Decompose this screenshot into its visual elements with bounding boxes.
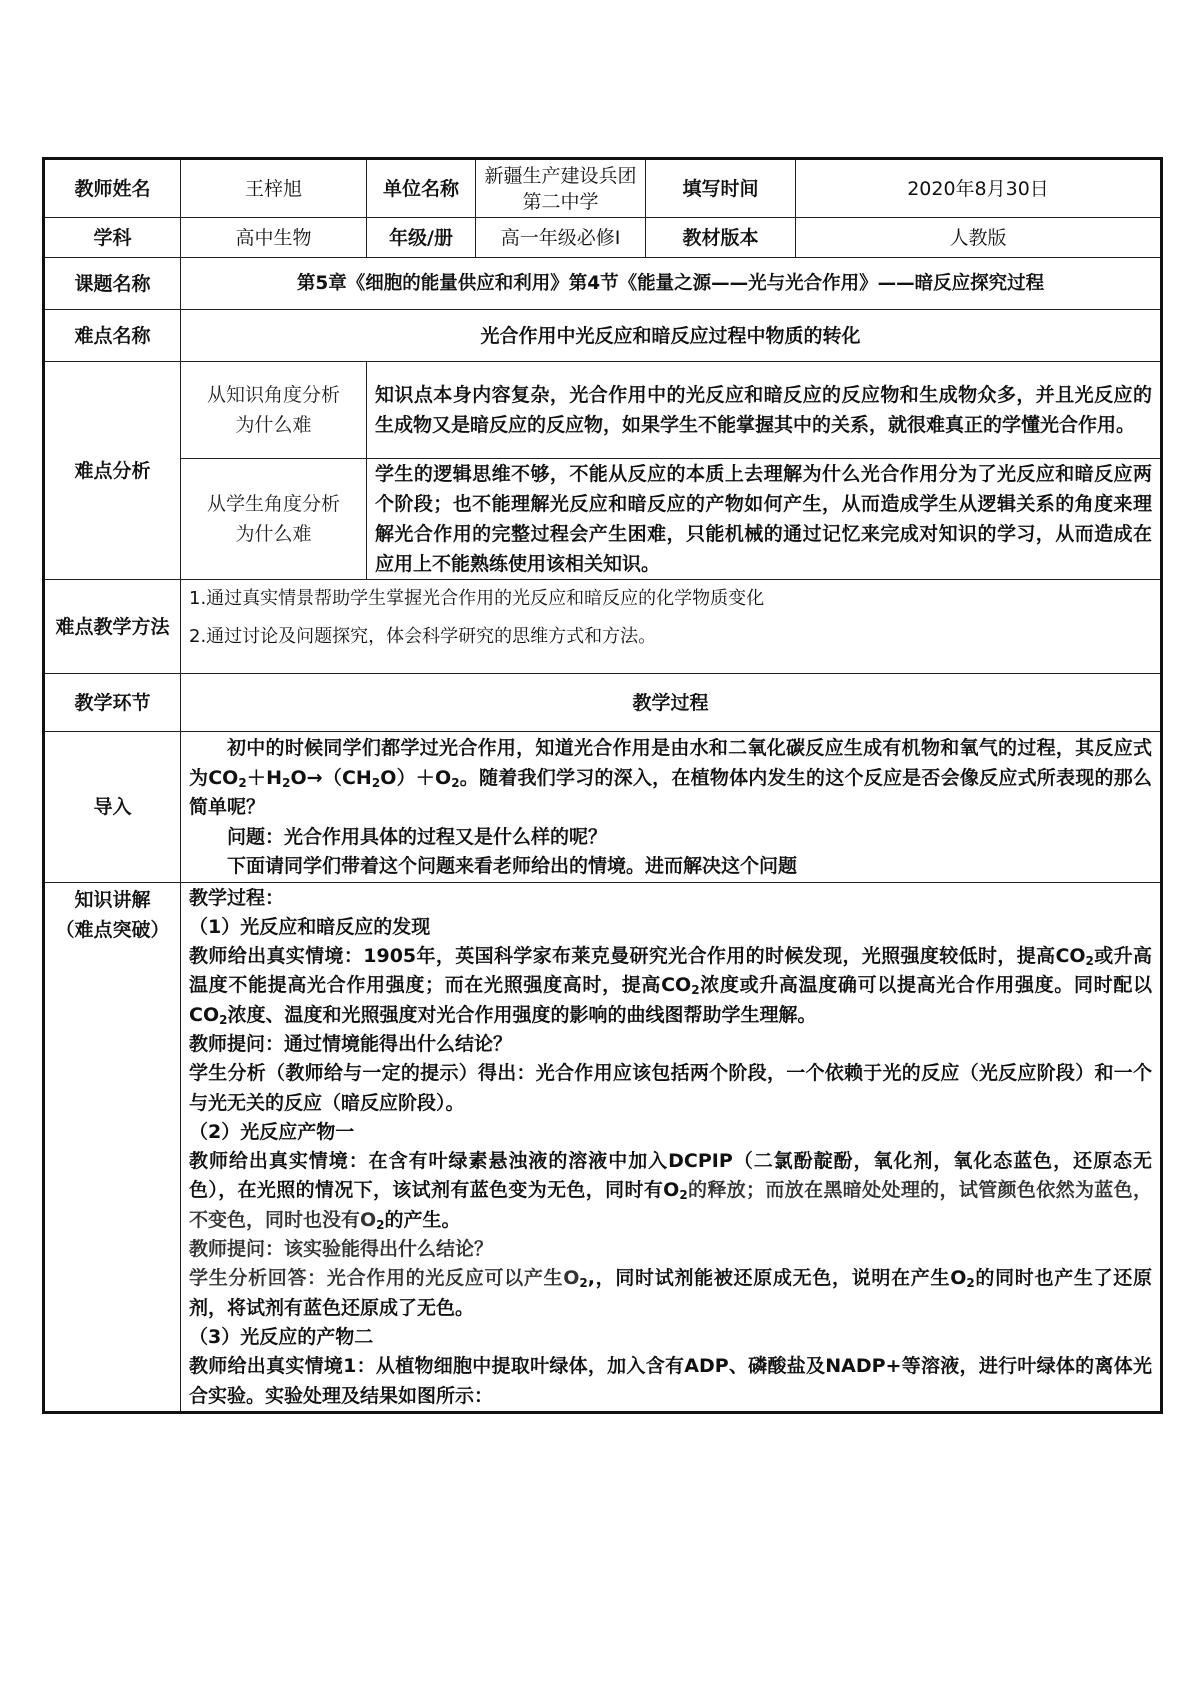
difficulty-row [44,310,1162,362]
process-header-row [44,674,1162,732]
intro-content [181,732,1162,883]
unit-name-line2: 第二中学 [522,190,599,213]
unit-name-line1: 新疆生产建设兵团 [484,164,637,187]
grade-label: 年级/册 [367,218,476,258]
stage-label: 教学环节 [44,674,181,732]
methods-row [44,580,1162,674]
edition-label: 教材版本 [646,218,796,258]
subject-value: 高中生物 [181,218,367,258]
student-angle-text: 学生的逻辑思维不够，不能从反应的本质上去理解为什么光合作用分为了光反应和暗反应两个阶段；也不能理解光反应和暗反应的产物如何产生，从而造成学生从逻辑关系的角度来理解光合作用的完整过程会产生困难，只能机械的通过记忆来完成对知识的学习，从而造成在应用上不能熟练使用该相关知识。 [367,459,1162,580]
analysis-label: 难点分析 [44,362,181,580]
intro-paragraph-1: 初中的时候同学们都学过光合作用，知道光合作用是由水和二氧化碳反应生成有机物和氧气的过程，其反应式为$CO_2+H_2O\to(CH_2O)+O_2$。随着我们学习的深入，在植物体内发生的这个反应是否会像反应式所表现的那么简单呢？ [189,737,1152,818]
methods-label: 难点教学方法 [44,580,181,674]
difficulty-value: 光合作用中光反应和暗反应过程中物质的转化 [181,310,1162,362]
student-angle-label: 从学生角度分析为什么难 [181,459,367,580]
lesson-plan-table [42,157,1163,1414]
unit-name [476,159,646,218]
process-label: 教学过程 [181,674,1162,732]
section-1-heading: （1）光反应和暗反应的发现 [189,915,431,938]
knowledge-label-line1: 知识讲解 [74,888,151,911]
analysis-row-student [44,459,1162,580]
intro-row [44,732,1162,883]
intro-label: 导入 [44,732,181,883]
intro-question: 问题：光合作用具体的过程又是什么样的呢？ [227,825,608,848]
section-1-analysis: 学生分析（教师给与一定的提示）得出：光合作用应该包括两个阶段，一个依赖于光的反应（光反应阶段）和一个与光无关的反应（暗反应阶段）。 [189,1062,1152,1114]
section-3-scenario: 教师给出真实情境1：从植物细胞中提取叶绿体，加入含有ADP、磷酸盐及NADP+等溶液，进行叶绿体的离体光合实验。实验处理及结果如图所示： [189,1355,1152,1407]
topic-value: 第5章《细胞的能量供应和利用》第4节《能量之源——光与光合作用》——暗反应探究过程 [181,258,1162,310]
section-1-scenario: 教师给出真实情境：1905年，英国科学家布莱克曼研究光合作用的时候发现，光照强度较低时，提高$CO_2$或升高温度不能提高光合作用强度；而在光照强度高时，提高$CO_2$浓度或升高温度确可以提高光合作用强度。同时配以$CO_2$浓度、温度和光照强度对光合作用强度的影响的曲线图帮助学生理解。 [189,945,1152,1027]
teacher-label: 教师姓名 [44,159,181,218]
lesson-plan-sheet [42,157,1160,1414]
grade-value: 高一年级必修I [476,218,646,258]
section-2-scenario: 教师给出真实情境：在含有叶绿素悬浊液的溶液中加入DCPIP（二氯酚靛酚，氧化剂，氧化态蓝色，还原态无色），在光照的情况下，该试剂有蓝色变为无色，同时有$O_2$的释放；而放在黑暗处处理的，试管颜色依然为蓝色，不变色，同时也没有$O_2$的产生。 [189,1150,1152,1232]
knowledge-content [181,882,1162,1412]
topic-label: 课题名称 [44,258,181,310]
intro-instruction: 下面请同学们带着这个问题来看老师给出的情境。进而解决这个问题 [227,855,798,877]
date-value: 2020年8月30日 [796,159,1162,218]
process-heading: 教学过程： [189,886,285,909]
header-row-2 [44,218,1162,258]
knowledge-angle-label: 从知识角度分析为什么难 [181,362,367,459]
knowledge-label [44,882,181,1412]
header-row-1 [44,159,1162,218]
method-item-1: 1.通过真实情景帮助学生掌握光合作用的光反应和暗反应的化学物质变化 [189,588,765,609]
knowledge-label-line2: （难点突破） [55,918,170,941]
knowledge-angle-text: 知识点本身内容复杂，光合作用中的光反应和暗反应的反应物和生成物众多，并且光反应的生成物又是暗反应的反应物，如果学生不能掌握其中的关系，就很难真正的学懂光合作用。 [367,362,1162,459]
edition-value: 人教版 [796,218,1162,258]
section-2-question: 教师提问：该实验能得出什么结论？ [189,1238,494,1261]
teacher-name: 王梓旭 [181,159,367,218]
analysis-row-knowledge [44,362,1162,459]
section-2-heading: （2）光反应产物一 [189,1120,355,1143]
methods-content [181,580,1162,674]
method-item-2: 2.通过讨论及问题探究，体会科学研究的思维方式和方法。 [189,626,657,647]
unit-label: 单位名称 [367,159,476,218]
knowledge-row [44,882,1162,1412]
topic-row [44,258,1162,310]
section-3-heading: （3）光反应的产物二 [189,1325,374,1348]
section-2-answer: 学生分析回答：光合作用的光反应可以产生$O_2$,，同时试剂能被还原成无色，说明在产生$O_2$的同时也产生了还原剂，将试剂有蓝色还原成了无色。 [189,1267,1152,1319]
section-1-question: 教师提问：通过情境能得出什么结论？ [189,1032,513,1055]
date-label: 填写时间 [646,159,796,218]
difficulty-label: 难点名称 [44,310,181,362]
subject-label: 学科 [44,218,181,258]
